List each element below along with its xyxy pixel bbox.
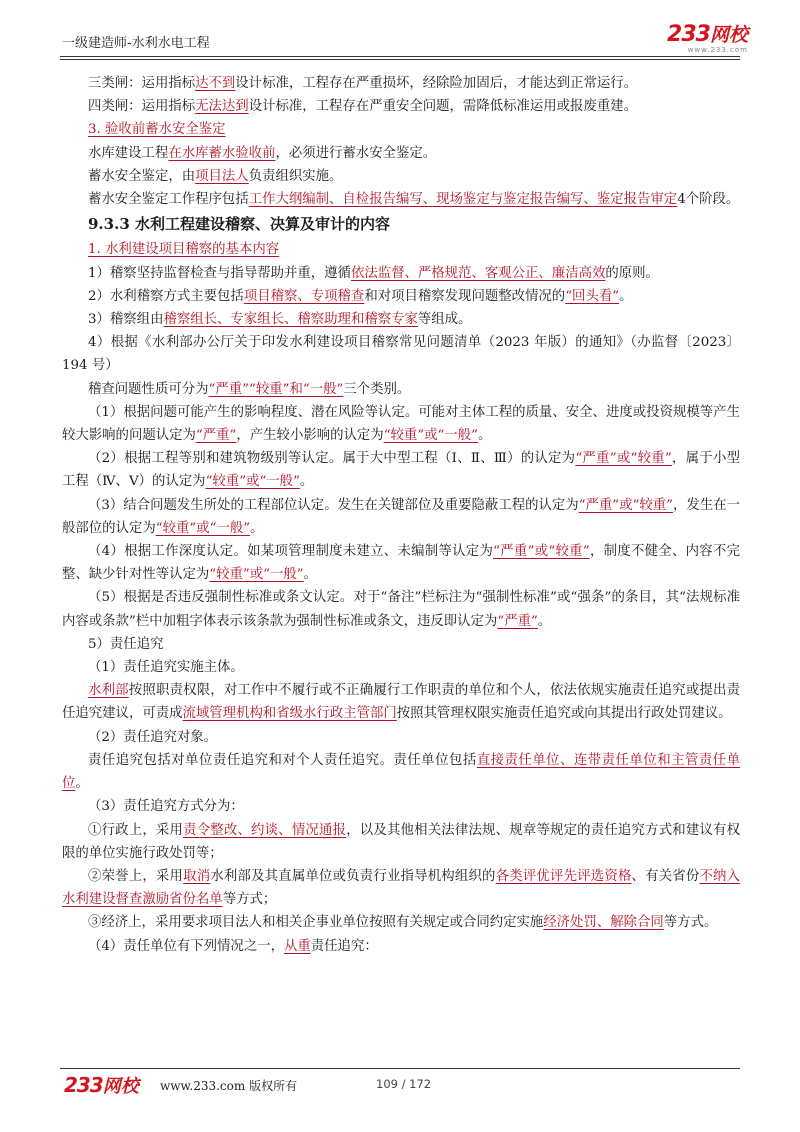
paragraph-rule-4: （4）根据工作深度认定。如某项管理制度未建立、未编制等认定为“严重”或“较重”，制度不健全、内容不完整、缺少针对性等认定为“较重”或“一般”。 — [62, 544, 740, 583]
section-title: 9.3.3 水利工程建设稽察、决算及审计的内容 — [88, 215, 390, 234]
paragraph-economic: ③经济上，采用要求项目法人和相关企事业单位按照有关规定或合同约定实施经济处罚、解除合同等方式。 — [88, 915, 718, 931]
paragraph-class4-gate: 四类闸：运用指标无法达到设计标准，工程存在严重安全问题，需降低标准运用或报废重建。 — [88, 99, 638, 115]
footer-logo-number: 233 — [64, 1073, 103, 1097]
paragraph-rule-2: （2）根据工程等别和建筑物级别等认定。属于大中型工程（Ⅰ、Ⅱ、Ⅲ）的认定为“严重”或“较重”，属于小型工程（Ⅳ、Ⅴ）的认定为“较重”或“一般”。 — [62, 451, 741, 490]
logo-subtitle: www.233.com — [687, 46, 748, 54]
paragraph-storage-safety: 水库建设工程在水库蓄水验收前，必须进行蓄水安全鉴定。 — [88, 145, 437, 161]
paragraph-notice: 4）根据《水利部办公厅关于印发水利建设项目稽察常见问题清单（2023 年版）的通知》（办监督〔2023〕194 号） — [62, 335, 740, 374]
paragraph-object: （2）责任追究对象。 — [88, 729, 218, 745]
paragraph-class3-gate: 三类闸：运用指标达不到设计标准，工程存在严重损坏，经除险加固后，才能达到正常运行。 — [88, 76, 638, 91]
paragraph-administrative: ①行政上，采用责令整改、约谈、情况通报，以及其他相关法律法规、规章等规定的责任追究方式和建议有权限的单位实施行政处罚等； — [62, 822, 741, 861]
document-body — [62, 72, 740, 958]
page-number: 109 / 172 — [376, 1077, 432, 1091]
header-divider-thin — [60, 59, 740, 60]
paragraph-units: 责任追究包括对单位责任追究和对个人责任追究。责任单位包括直接责任单位、连带责任单位和主管责任单位。 — [62, 752, 740, 792]
footer-divider — [60, 1068, 740, 1069]
brand-logo — [667, 20, 748, 54]
logo-name: 网校 — [709, 24, 748, 46]
footer-logo — [64, 1072, 139, 1098]
paragraph-methods: 2）水利稽察方式主要包括项目稽察、专项稽查和对项目稽察发现问题整改情况的“回头看”。 — [88, 288, 633, 304]
paragraph-accountability: 5）责任追究 — [88, 636, 164, 652]
paragraph-subject: （1）责任追究实施主体。 — [88, 660, 244, 676]
paragraph-rule-5: （5）根据是否违反强制性标准或条文认定。对于“备注”栏标注为“强制性标准”或“强条”的条目，其“法规标准内容或条款”栏中加粗字体表示该条款为强制性标准或条文，违反即认定为“严重”。 — [62, 590, 740, 629]
paragraph-rule-3: （3）结合问题发生所处的工程部位认定。发生在关键部位及重要隐蔽工程的认定为“严重”或“较重”，发生在一般部位的认定为“较重”或“一般”。 — [62, 497, 740, 536]
paragraph-rule-1: （1）根据问题可能产生的影响程度、潜在风险等认定。可能对主体工程的质量、安全、进度或投资规模等产生较大影响的问题认定为“严重”，产生较小影响的认定为“较重”或“一般”。 — [62, 404, 740, 444]
subheading-inspection: 1. 水利建设项目稽察的基本内容 — [88, 242, 280, 258]
paragraph-methods-list: （3）责任追究方式分为： — [88, 799, 244, 815]
paragraph-honor: ②荣誉上，采用取消水利部及其直属单位或负责行业指导机构组织的各类评优评先评选资格、有关省份不纳入水利建设督查激励省份名单等方式； — [62, 868, 741, 908]
paragraph-procedure: 蓄水安全鉴定工作程序包括工作大纲编制、自检报告编写、现场鉴定与鉴定报告编写、鉴定报告审定4个阶段。 — [88, 192, 740, 208]
subheading-storage-safety: 3. 验收前蓄水安全鉴定 — [88, 122, 226, 138]
paragraph-ministry: 水利部按照职责权限，对工作中不履行或不正确履行工作职责的单位和个人，依法依规实施责任追究或提出责任追究建议，可责成流域管理机构和省级水行政主管部门按照其管理权限实施责任追究或向其提出行政处罚建议。 — [62, 683, 740, 722]
header-title: 一级建造师-水利水电工程 — [62, 36, 210, 51]
header-divider — [60, 56, 740, 57]
paragraph-team: 3）稽察组由稽察组长、专家组长、稽察助理和稽察专家等组成。 — [88, 312, 472, 328]
footer-copyright: www.233.com 版权所有 — [160, 1079, 298, 1093]
paragraph-organizer: 蓄水安全鉴定，由项目法人负责组织实施。 — [88, 168, 343, 184]
paragraph-categories: 稽查问题性质可分为“严重”“较重”和“一般”三个类别。 — [88, 381, 411, 397]
footer-logo-name: 网校 — [102, 1076, 139, 1097]
paragraph-principles: 1）稽察坚持监督检查与指导帮助并重，遵循依法监督、严格规范、客观公正、廉洁高效的原则。 — [88, 265, 659, 281]
paragraph-aggravation: （4）责任单位有下列情况之一，从重责任追究： — [88, 938, 378, 954]
logo-number: 233 — [667, 22, 710, 47]
